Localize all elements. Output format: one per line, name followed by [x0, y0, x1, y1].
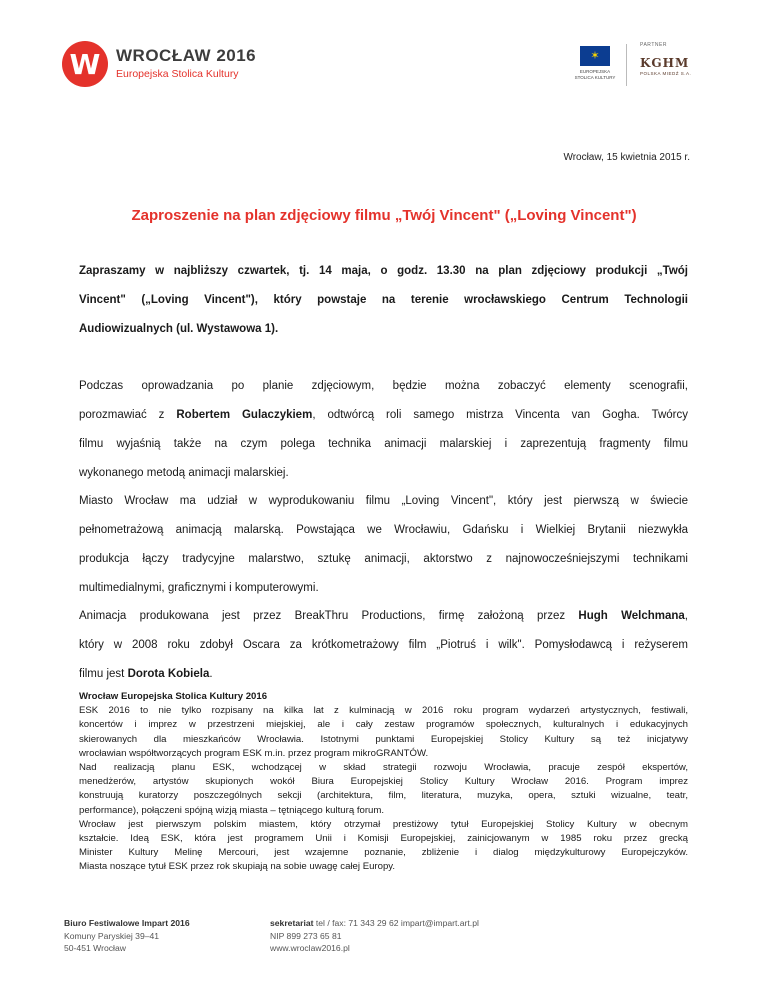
- esk-line: Wrocław jest pierwszym polskim miastem, który otrzymał prestiżowy tytuł Europejskiej Stolicy Kultury w obecnym: [79, 818, 688, 830]
- esk-line: skierowanych dla mieszkańców Wrocławia. Istotnymi punktami Europejskiej Stolicy Kultury są też inicjatywy: [79, 733, 688, 745]
- partner-label: PARTNER: [640, 42, 667, 48]
- document-date: Wrocław, 15 kwietnia 2015 r.: [563, 152, 690, 163]
- text-run: porozmawiać z: [79, 409, 177, 421]
- kghm-subtitle: POLSKA MIEDŹ S.A.: [640, 71, 692, 76]
- intro-line: Zapraszamy w najbliższy czwartek, tj. 14 maja, o godz. 13.30 na plan zdjęciowy produkcji „Twój: [79, 265, 688, 277]
- footer-phone-email: tel / fax: 71 343 29 62 impart@impart.art.pl: [313, 918, 479, 928]
- text-run: , odtwórcą roli samego mistrza Vincenta van Gogha. Twórcy: [312, 409, 688, 421]
- esk-line: wrocławian współtworzących program ESK m.in. przez program mikroGRANTÓW.: [79, 747, 429, 759]
- paragraph-city: [79, 487, 688, 603]
- header-divider: [626, 44, 627, 86]
- intro-paragraph: [79, 257, 688, 344]
- intro-line: Audiowizualnych (ul. Wystawowa 1).: [79, 323, 279, 335]
- paragraph-line: [79, 401, 688, 430]
- footer-street: Komuny Paryskiej 39–41: [64, 930, 160, 941]
- eu-logo-text: [570, 69, 620, 81]
- esk-line: konstruują kuratorzy poszczególnych sekcji (architektura, film, literatura, muzyka, opera, sztuki wizualne, teatr,: [79, 790, 688, 802]
- director-name: Dorota Kobiela: [127, 668, 210, 680]
- paragraph-line: wykonanego metodą animacji malarskiej.: [79, 467, 289, 479]
- text-run: .: [209, 668, 213, 680]
- esk-line: menedżerów, artystów skupionych wokół Biura Europejskiej Stolicy Kultury Wrocław 2016. Program imprez: [79, 776, 688, 788]
- footer-org: Biuro Festiwalowe Impart 2016: [64, 918, 190, 928]
- kghm-logo: KGHM: [640, 56, 690, 70]
- paragraph-line: pełnometrażową animacją malarską. Powstająca we Wrocławiu, Gdańsku i Wielkiej Brytanii niezwykła: [79, 524, 688, 536]
- paragraph-line: multimedialnymi, graficznymi i komputerowymi.: [79, 582, 319, 594]
- producer-name: Hugh Welchmana: [578, 610, 685, 622]
- paragraph-line: Miasto Wrocław ma udział w wyprodukowaniu filmu „Loving Vincent", który jest pierwszą w świecie: [79, 495, 688, 507]
- letterhead: [0, 0, 768, 110]
- eu-capital-logo: [570, 46, 620, 81]
- paragraph-line: [79, 660, 688, 689]
- footer-contact: [270, 917, 479, 955]
- eu-text-line-1: EUROPEJSKA: [579, 69, 611, 74]
- document-title: Zaproszenie na plan zdjęciowy filmu „Twój Vincent" („Loving Vincent"): [131, 207, 637, 224]
- footer-nip: NIP 899 273 65 81: [270, 930, 342, 941]
- intro-line: Vincent" („Loving Vincent"), który powstaje na terenie wrocławskiego Centrum Technologii: [79, 294, 688, 306]
- footer-secretariat-label: sekretariat: [270, 918, 314, 928]
- esk-line: Miasta noszące tytuł ESK przez rok skupiają na sobie uwagę całej Europy.: [79, 861, 396, 873]
- esk-info-section: [79, 690, 688, 875]
- eu-text-line-2: STOLICA KULTURY: [574, 75, 616, 80]
- esk-line: Nad realizacją planu ESK, wchodzącej w skład strategii rozwoju Wrocławia, pracuje zespół ekspertów,: [79, 762, 688, 774]
- text-run: Animacja produkowana jest przez BreakThru Productions, firmę założoną przez: [79, 610, 579, 622]
- logo-subtitle: Europejska Stolica Kultury: [116, 68, 239, 80]
- paragraph-tour: [79, 372, 688, 488]
- eu-flag-icon: ✶: [580, 46, 610, 66]
- esk-line: kształcie. Ideą ESK, która jest programem Unii i Komisji Europejskiej, zainicjowanym w 1985 roku przez grecką: [79, 833, 688, 845]
- wroclaw-logo-icon: [62, 41, 108, 87]
- logo-title: WROCŁAW 2016: [116, 46, 257, 65]
- actor-name: Robertem Gulaczykiem: [176, 409, 313, 421]
- footer-address: [64, 917, 190, 955]
- paragraph-production: [79, 602, 688, 689]
- esk-heading: Wrocław Europejska Stolica Kultury 2016: [79, 691, 268, 702]
- paragraph-line: który w 2008 roku zdobył Oscara za krótkometrażowy film „Piotruś i wilk". Pomysłodawcą i reżyserem: [79, 639, 688, 651]
- footer-city: 50-451 Wrocław: [64, 943, 126, 953]
- esk-line: Minister Kultury Melinę Mercouri, jest wzajemne poznanie, zbliżenie i dialog międzykulturowy Europejczyków.: [79, 847, 688, 859]
- esk-line: ESK 2016 to nie tylko rozpisany na kilka lat z kulminacją w 2016 roku program wydarzeń artystycznych, festiwali,: [79, 705, 688, 717]
- esk-line: performance), połączeni spójną wizją miasta – tętniącego kulturą forum.: [79, 804, 385, 816]
- paragraph-line: produkcja łączy tradycyjne malarstwo, sztukę animacji, aktorstwo z najnowocześniejszymi technikami: [79, 553, 688, 565]
- text-run: filmu jest: [79, 668, 128, 680]
- paragraph-line: [79, 602, 688, 631]
- text-run: ,: [684, 610, 688, 622]
- paragraph-line: Podczas oprowadzania po planie zdjęciowym, będzie można zobaczyć elementy scenografii,: [79, 380, 688, 392]
- paragraph-line: filmu wyjaśnią także na czym polega technika animacji malarskiej i zaprezentują fragmenty filmu: [79, 438, 688, 450]
- footer-website: www.wroclaw2016.pl: [270, 943, 350, 953]
- logo-mark: W: [69, 47, 101, 81]
- esk-line: koncertów i imprez w przestrzeni miejskiej, ale i cały zestaw programów społecznych, kulturalnych i edukacyjnych: [79, 719, 688, 731]
